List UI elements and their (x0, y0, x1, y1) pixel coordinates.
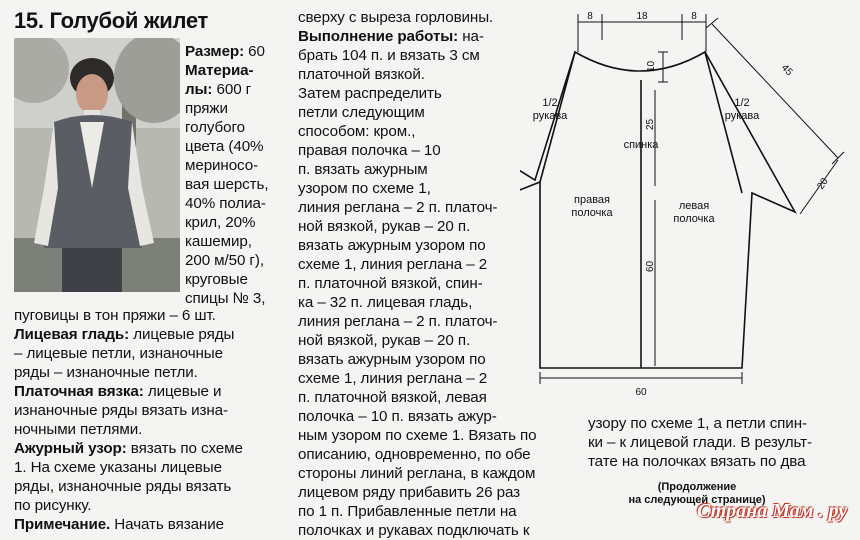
col1-bottom-line (14, 344, 223, 363)
bold-heading: Платочная вязка: (14, 383, 144, 400)
col2-line (298, 65, 425, 84)
text-span: правая полочка – 10 (298, 142, 441, 159)
label-sleeve-left: рукава (532, 110, 568, 122)
bold-heading: Размер: (185, 43, 245, 60)
bold-heading: Примечание. (14, 516, 111, 533)
col1-top-line (185, 251, 264, 270)
text-span: мериносо- (185, 157, 259, 174)
dim-body: 60 (645, 260, 656, 272)
text-span: ным узором по схеме 1. Вязать по (298, 427, 537, 444)
col1-bottom-line (14, 382, 221, 401)
col2-line (298, 521, 529, 540)
dim-top-mid: 18 (636, 11, 648, 22)
text-span: лицевом ряду прибавить 26 раз (298, 484, 520, 501)
col2-line (298, 46, 480, 65)
col2-line (298, 8, 493, 27)
bold-heading: лы: (185, 81, 213, 98)
col1-bottom-line (14, 477, 231, 496)
text-span: ночными петлями. (14, 421, 143, 438)
col3-line (588, 452, 805, 471)
label-sleeve-left-num: 1/2 (542, 97, 558, 109)
text-span: на- (458, 28, 484, 45)
text-span: лицевые и (143, 383, 222, 400)
site-watermark: Страна Мам . ру (697, 500, 848, 522)
col2-line (298, 103, 425, 122)
text-span: ряды – изнаночные петли. (14, 364, 198, 381)
col1-top-line (185, 80, 251, 99)
dim-top-right: 8 (691, 11, 697, 22)
continuation-line-2: на следующей странице) (628, 494, 766, 506)
text-span: тате на полочках вязать по два (588, 453, 806, 470)
text-span: 60 (244, 43, 265, 60)
text-span: петли следующим (298, 104, 425, 121)
text-span: описанию, одновременно, по обе (298, 446, 531, 463)
text-span: Затем распределить (298, 85, 442, 102)
model-photo (14, 38, 180, 292)
bold-heading: Лицевая гладь: (14, 326, 130, 343)
text-span: брать 104 п. и вязать 3 см (298, 47, 480, 64)
col1-top-line (185, 213, 255, 232)
text-span: ки – к лицевой глади. В результ- (588, 434, 812, 451)
col2-line (298, 502, 517, 521)
col2-line (298, 312, 497, 331)
text-span: схеме 1, линия реглана – 2 (298, 370, 488, 387)
bold-heading: Выполнение работы: (298, 28, 459, 45)
text-span: вязать по схеме (126, 440, 243, 457)
text-span: кашемир, (185, 233, 252, 250)
text-span: вая шерсть, (185, 176, 269, 193)
col2-line (298, 84, 442, 103)
col1-top-line (185, 156, 258, 175)
text-span: узору по схеме 1, а петли спин- (588, 415, 807, 432)
col2-line (298, 236, 486, 255)
col2-line (298, 483, 520, 502)
text-span: п. вязать ажурным (298, 161, 428, 178)
col1-top-line (185, 194, 266, 213)
label-left-front-1: левая (678, 200, 710, 212)
col2-line (298, 217, 470, 236)
text-span: пряжи (185, 100, 228, 117)
dim-top-left: 8 (587, 11, 593, 22)
col2-line (298, 122, 415, 141)
text-span: способом: кром., (298, 123, 416, 140)
col1-top-line (185, 61, 254, 80)
col1-bottom-line (14, 363, 198, 382)
col2-line (298, 274, 483, 293)
text-span: крил, 20% (185, 214, 256, 231)
col1-top-line (185, 270, 248, 289)
col2-line (298, 141, 441, 160)
col1-top-line (185, 118, 245, 137)
bold-heading: Ажурный узор: (14, 440, 127, 457)
text-span: полочка – 10 п. вязать ажур- (298, 408, 497, 425)
col2-line (298, 369, 487, 388)
text-span: по рисунку. (14, 497, 92, 514)
dim-yoke: 25 (645, 118, 656, 130)
dim-neck: 10 (646, 60, 657, 72)
col2-line (298, 388, 487, 407)
text-span: Начать вязание (110, 516, 224, 533)
col2-line (298, 445, 531, 464)
text-span: спицы № 3, (185, 290, 266, 307)
col2-line (298, 464, 535, 483)
text-span: сверху с выреза горловины. (298, 9, 494, 26)
dim-sleeve-end: 20 (815, 176, 831, 192)
continuation-line-1: (Продолжение (657, 481, 737, 493)
col1-top-line (185, 137, 263, 156)
col3-line (588, 433, 812, 452)
text-span: полочках и рукавах подключать к (298, 522, 530, 539)
text-span: лицевые ряды (129, 326, 235, 343)
col1-bottom-line (14, 420, 142, 439)
col1-bottom-line (14, 306, 216, 325)
col1-bottom-line (14, 496, 91, 515)
text-span: ка – 32 п. лицевая гладь, (298, 294, 473, 311)
text-span: ной вязкой, рукав – 20 п. (298, 218, 471, 235)
pattern-diagram (520, 0, 860, 400)
dim-raglan: 45 (778, 62, 795, 79)
text-span: голубого (185, 119, 245, 136)
label-back: спинка (623, 139, 659, 151)
text-span: линия реглана – 2 п. платоч- (298, 313, 498, 330)
text-span: круговые (185, 271, 248, 288)
text-span: платочной вязкой. (298, 66, 425, 83)
text-span: ной вязкой, рукав – 20 п. (298, 332, 471, 349)
col2-line (298, 160, 428, 179)
col1-top-line (185, 175, 268, 194)
label-right-front-1: правая (574, 194, 610, 206)
dim-bottom: 60 (635, 387, 647, 398)
text-span: – лицевые петли, изнаночные (14, 345, 223, 362)
col1-top-line (185, 99, 228, 118)
label-sleeve-right: рукава (724, 110, 760, 122)
text-span: ряды, изнаночные ряды вязать (14, 478, 232, 495)
col2-line (298, 27, 484, 46)
text-span: п. платочной вязкой, спин- (298, 275, 483, 292)
col1-top-line (185, 42, 265, 61)
text-span: вязать ажурным узором по (298, 351, 486, 368)
col2-line (298, 426, 537, 445)
text-span: 1. На схеме указаны лицевые (14, 459, 222, 476)
col1-bottom-line (14, 439, 243, 458)
text-span: 40% полиа- (185, 195, 266, 212)
col2-line (298, 255, 487, 274)
col3-line (588, 414, 807, 433)
text-span: схеме 1, линия реглана – 2 (298, 256, 488, 273)
col2-line (298, 179, 431, 198)
label-left-front-2: полочка (673, 213, 715, 225)
col1-bottom-line (14, 515, 224, 534)
text-span: изнаночные ряды вязать изна- (14, 402, 228, 419)
text-span: 200 м/50 г), (185, 252, 264, 269)
text-span: по 1 п. Прибавленные петли на (298, 503, 517, 520)
article-title: 15. Голубой жилет (14, 8, 208, 33)
col1-bottom-line (14, 325, 234, 344)
col2-line (298, 293, 472, 312)
col2-line (298, 407, 497, 426)
text-span: узором по схеме 1, (298, 180, 431, 197)
label-sleeve-right-num: 1/2 (734, 97, 750, 109)
text-span: пуговицы в тон пряжи – 6 шт. (14, 307, 216, 324)
text-span: 600 г (212, 81, 252, 98)
text-span: стороны линий реглана, в каждом (298, 465, 536, 482)
col1-top-line (185, 232, 252, 251)
text-span: цвета (40% (185, 138, 264, 155)
text-span: вязать ажурным узором по (298, 237, 486, 254)
text-span: п. платочной вязкой, левая (298, 389, 487, 406)
col2-line (298, 198, 497, 217)
col2-line (298, 350, 486, 369)
text-span: линия реглана – 2 п. платоч- (298, 199, 498, 216)
col1-bottom-line (14, 401, 228, 420)
label-right-front-2: полочка (571, 207, 613, 219)
col1-bottom-line (14, 458, 222, 477)
col2-line (298, 331, 470, 350)
bold-heading: Материа- (185, 62, 254, 79)
